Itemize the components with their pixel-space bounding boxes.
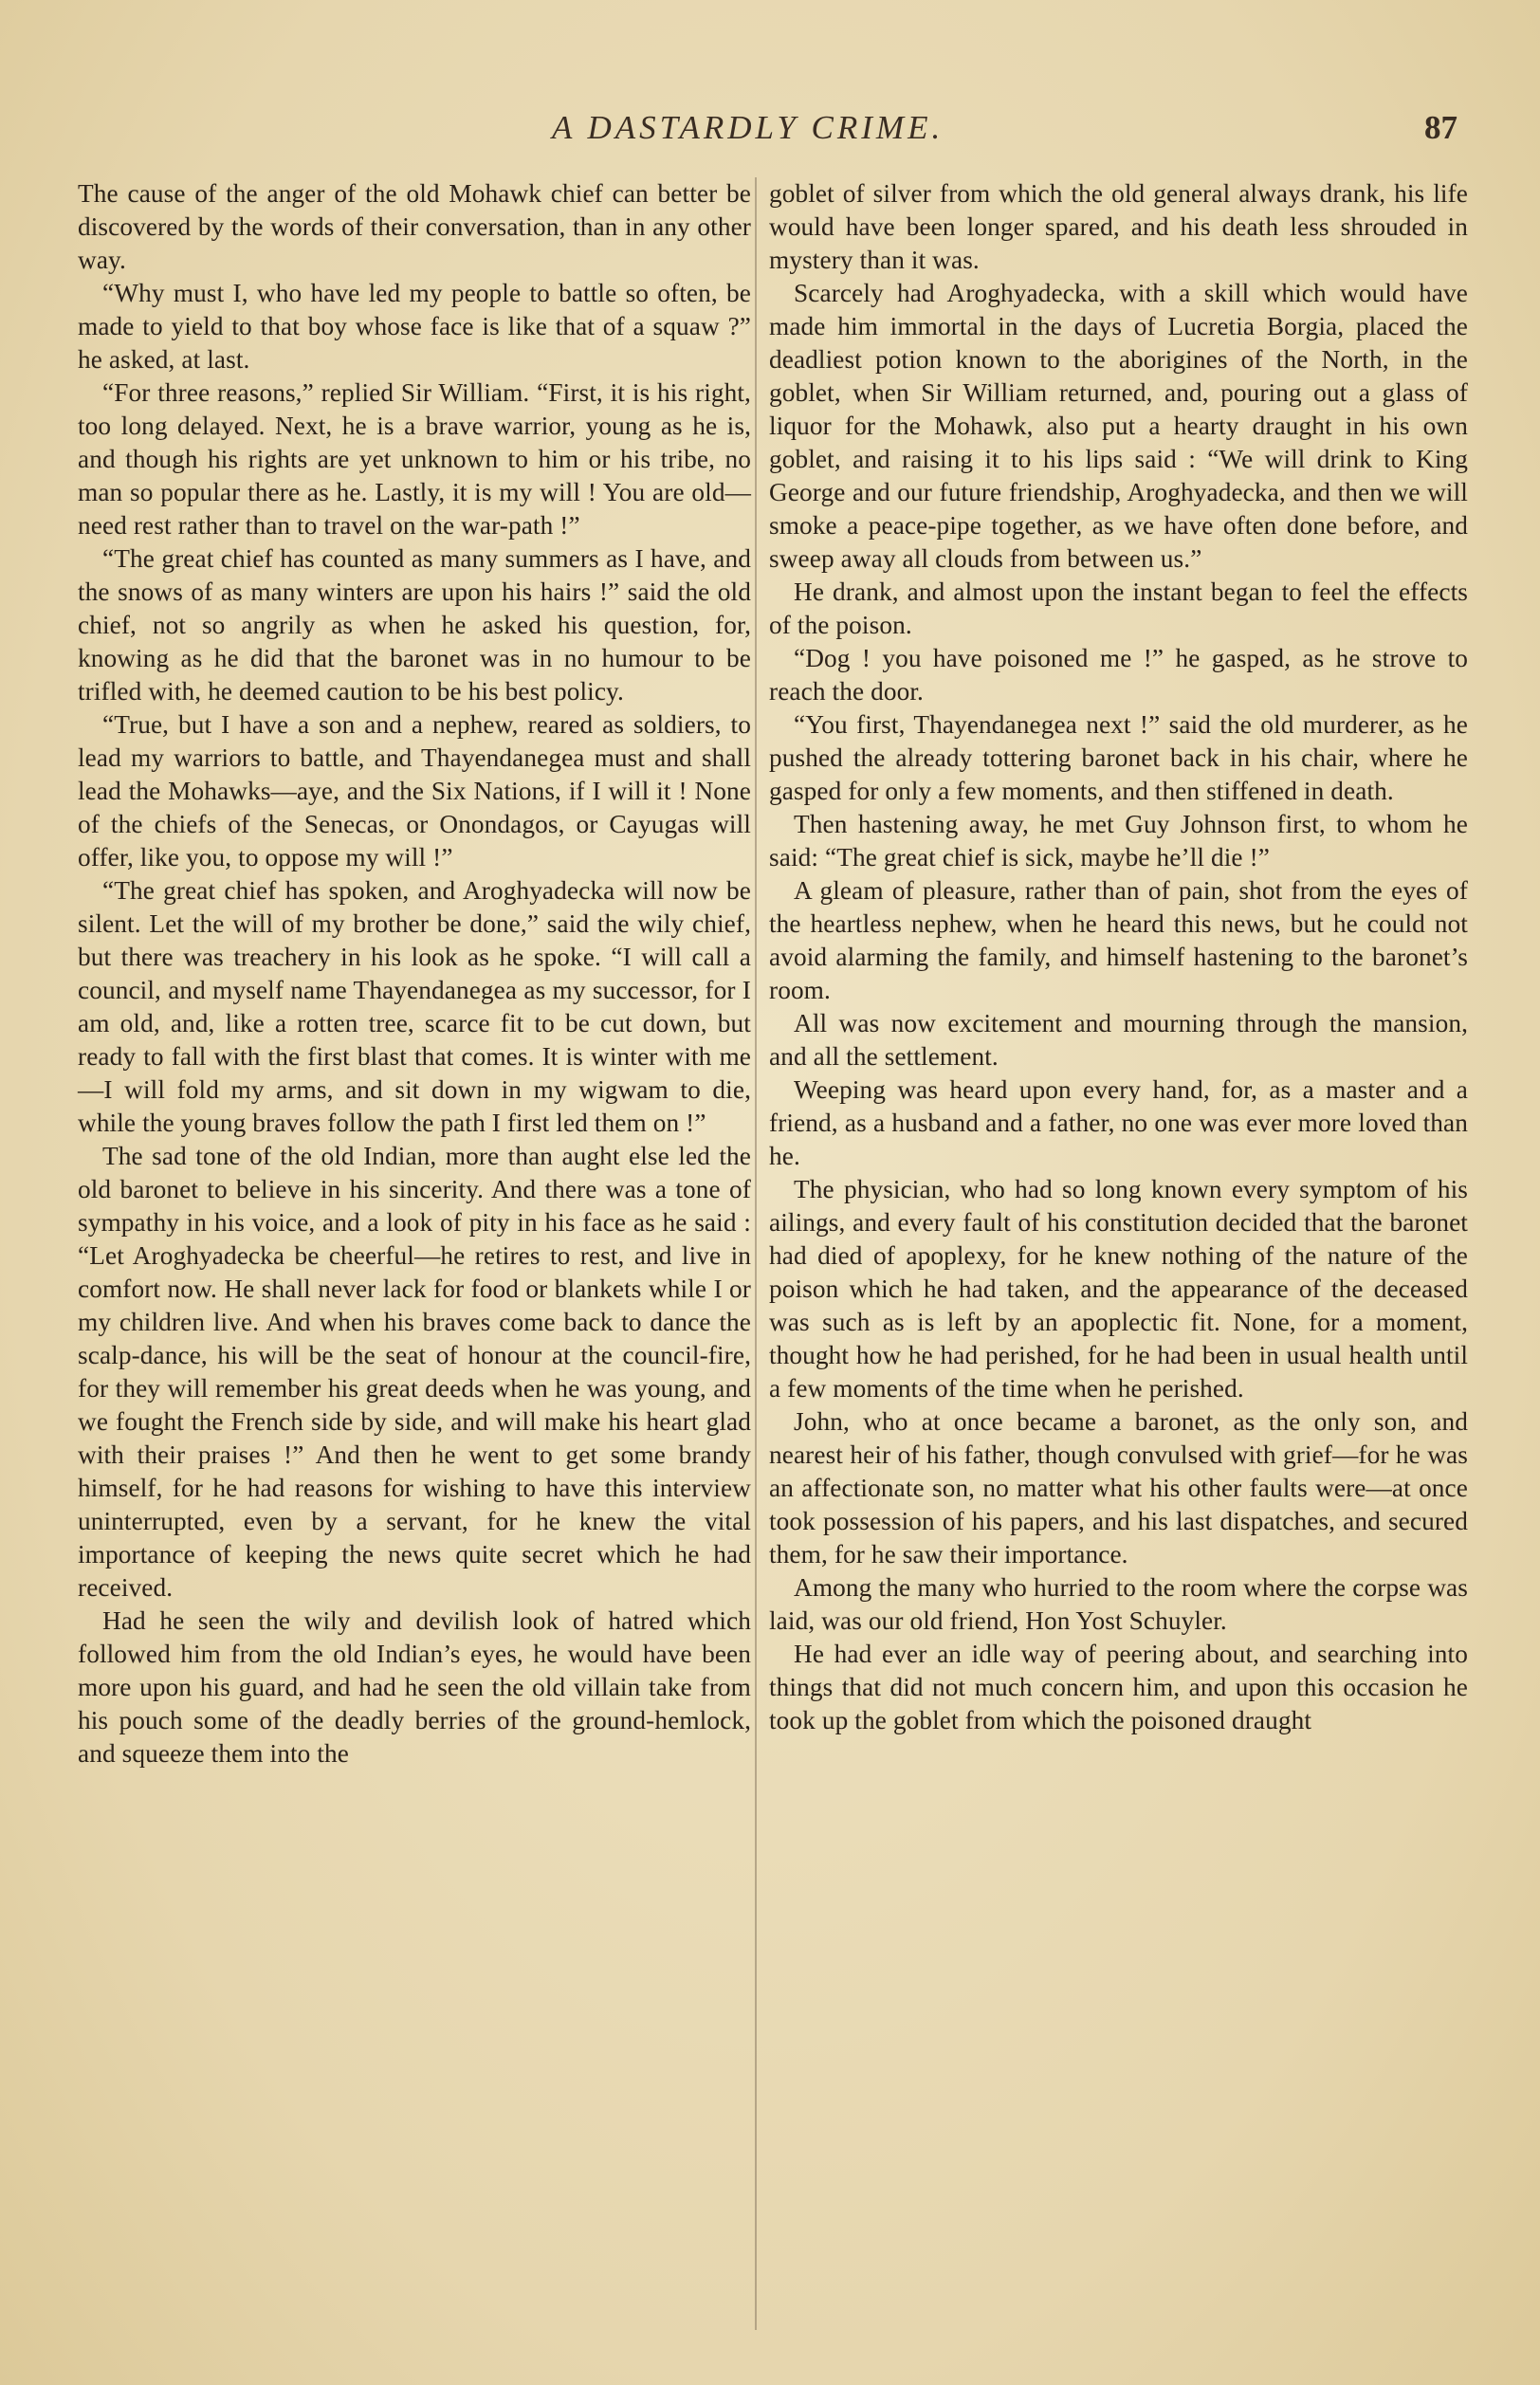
paragraph: “The great chief has counted as many summers as I have, and the snows of as many winters are upon his hairs !” said the old chief, not so angrily as when he asked his question, for, knowing as he did that the baronet was in no humour to be trifled with, he deemed caution to be his best policy. [78,544,751,706]
right-column [769,177,1468,1737]
paragraph: “Dog ! you have poisoned me !” he gasped, as he strove to reach the door. [769,644,1468,706]
paragraph: The sad tone of the old Indian, more than aught else led the old baronet to believe in his sincerity. And there was a tone of sympathy in his voice, and a look of pity in his face as he said : “Let Aroghyadecka be cheerful—he retires to rest, and live in comfort now. He shall never lack for food or blankets while I or my children live. And when his braves come back to dance the scalp-dance, his will be the seat of honour at the council-fire, for they will remember his great deeds when he was young, and we fought the French side by side, and will make his heart glad with their praises !” And then he went to get some brandy himself, for he had reasons for wishing to have this interview uninterrupted, even by a servant, for he knew the vital importance of keeping the news quite secret which he had received. [78,1142,751,1602]
paragraph: Had he seen the wily and devilish look of hatred which followed him from the old Indian’s eyes, he would have been more upon his guard, and had he seen the old villain take from his pouch some of the deadly berries of the ground-hemlock, and squeeze them into the [78,1606,751,1768]
paragraph: All was now excitement and mourning through the mansion, and all the settlement. [769,1009,1468,1071]
running-title: A DASTARDLY CRIME. [552,109,944,146]
column-divider [755,177,757,2330]
paragraph: He drank, and almost upon the instant began to feel the effects of the poison. [769,578,1468,639]
paragraph: Scarcely had Aroghyadecka, with a skill which would have made him immortal in the days of Lucretia Borgia, placed the deadliest potion known to the aborigines of the North, in the goblet, when Sir William returned, and, pouring out a glass of liquor for the Mohawk, also put a hearty draught in his own goblet, and raising it to his lips said : “We will drink to King George and our future friendship, Aroghyadecka, and then we will smoke a peace-pipe together, as we have often done before, and sweep away all clouds from between us.” [769,279,1468,573]
paragraph: “Why must I, who have led my people to battle so often, be made to yield to that boy whose face is like that of a squaw ?” he asked, at last. [78,279,751,374]
paragraph: “You first, Thayendanegea next !” said the old murderer, as he pushed the already tottering baronet back in his chair, where he gasped for only a few moments, and then stiffened in death. [769,710,1468,805]
paragraph: Then hastening away, he met Guy Johnson first, to whom he said: “The great chief is sick, maybe he’ll die !” [769,810,1468,871]
paragraph: “True, but I have a son and a nephew, reared as soldiers, to lead my warriors to battle, and Thayendanegea must and shall lead the Mohawks—aye, and the Six Nations, if I will it ! None of the chiefs of the Senecas, or Onondagos, or Cayugas will offer, like you, to oppose my will !” [78,710,751,871]
paragraph: He had ever an idle way of peering about, and searching into things that did not much concern him, and upon this occasion he took up the goblet from which the poisoned draught [769,1640,1468,1734]
page-header [0,109,1540,156]
paragraph: Weeping was heard upon every hand, for, as a master and a friend, as a husband and a father, no one was ever more loved than he. [769,1075,1468,1170]
paragraph: “For three reasons,” replied Sir William. “First, it is his right, too long delayed. Next, he is a brave warrior, young as he is, and though his rights are yet unknown to him or his tribe, no man so popular there as he. Lastly, it is my will ! You are old—need rest rather than to travel on the war-path !” [78,378,751,540]
paragraph: “The great chief has spoken, and Aroghyadecka will now be silent. Let the will of my brother be done,” said the wily chief, but there was treachery in his look as he spoke. “I will call a council, and myself name Thayendanegea as my successor, for I am old, and, like a rotten tree, scarce fit to be cut down, but ready to fall with the first blast that comes. It is winter with me—I will fold my arms, and sit down in my wigwam to die, while the young braves follow the path I first led them on !” [78,876,751,1137]
paragraph: John, who at once became a baronet, as the only son, and nearest heir of his father, though convulsed with grief—for he was an affectionate son, no matter what his other faults were—at once took possession of his papers, and his last dispatches, and secured them, for he saw their importance. [769,1407,1468,1569]
page-number: 87 [1424,109,1458,146]
paragraph: A gleam of pleasure, rather than of pain, shot from the eyes of the heartless nephew, when he heard this news, but he could not avoid alarming the family, and himself hastening to the baronet’s room. [769,876,1468,1004]
paragraph: The cause of the anger of the old Mohawk chief can better be discovered by the words of their conversation, than in any other way. [78,179,751,274]
left-column [78,177,751,1770]
paragraph: The physician, who had so long known every symptom of his ailings, and every fault of his constitution decided that the baronet had died of apoplexy, for he knew nothing of the nature of the poison which he had taken, and the appearance of the deceased was such as is left by an apoplectic fit. None, for a moment, thought how he had perished, for he had been in usual health until a few moments of the time when he perished. [769,1175,1468,1403]
paragraph: Among the many who hurried to the room where the corpse was laid, was our old friend, Hon Yost Schuyler. [769,1573,1468,1635]
paragraph: goblet of silver from which the old general always drank, his life would have been longer spared, and his death less shrouded in mystery than it was. [769,179,1468,274]
